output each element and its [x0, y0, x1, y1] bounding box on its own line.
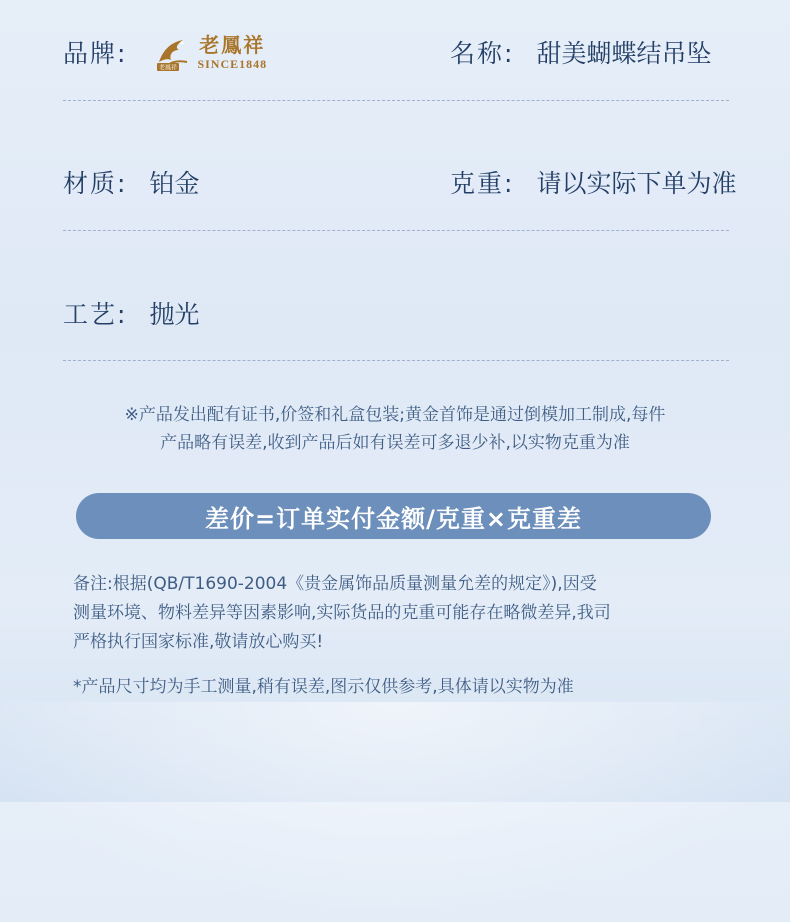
logo-text [197, 32, 268, 71]
craft-value: 抛光 [149, 300, 200, 329]
brand-cell [63, 22, 267, 82]
material-label: 材质: [63, 169, 128, 198]
weight-label: 克重: [450, 169, 515, 198]
logo-chinese-name: 老鳳祥 [199, 32, 266, 57]
name-label: 名称: [450, 39, 515, 68]
remark-line-3: 严格执行国家标准,敬请放心购买! [73, 632, 324, 652]
name-value: 甜美蝴蝶结吊坠 [536, 39, 712, 68]
phoenix-icon [153, 32, 193, 72]
material-cell [63, 152, 199, 212]
name-cell [450, 22, 711, 82]
logo-seal-text: 老鳳祥 [159, 64, 178, 72]
craft-label: 工艺: [63, 300, 128, 329]
spec-row-material [63, 152, 737, 212]
remark-line-1: 备注:根据(QB/T1690-2004《贵金属饰品质量测量允差的规定》),因受 [73, 574, 597, 594]
logo-since-year: SINCE1848 [197, 56, 268, 71]
size-note [73, 673, 733, 702]
weight-cell [450, 152, 736, 212]
notice-text [60, 401, 730, 457]
brand-label: 品牌: [63, 39, 128, 68]
divider [63, 360, 729, 361]
notice-line-2: 产品略有误差,收到产品后如有误差可多退少补,以实物克重为准 [160, 433, 630, 453]
remark-line-2: 测量环境、物料差异等因素影响,实际货品的克重可能存在略微差异,我司 [73, 603, 611, 623]
price-difference-formula-badge [76, 493, 711, 539]
brand-logo [153, 32, 267, 72]
spec-row-brand [63, 22, 729, 82]
material-value: 铂金 [149, 169, 200, 198]
formula-text: 差价=订单实付金额/克重×克重差 [205, 504, 582, 533]
craft-cell [63, 283, 199, 343]
notice-line-1: ※产品发出配有证书,价签和礼盒包装;黄金首饰是通过倒模加工制成,每件 [124, 405, 666, 425]
size-note-line: *产品尺寸均为手工测量,稍有误差,图示仅供参考,具体请以实物为准 [73, 677, 574, 697]
background-wave [0, 702, 790, 922]
remark-text [73, 570, 733, 657]
divider [63, 230, 729, 231]
divider [63, 100, 729, 101]
weight-value: 请以实际下单为准 [536, 169, 737, 198]
spec-row-craft [63, 283, 729, 343]
